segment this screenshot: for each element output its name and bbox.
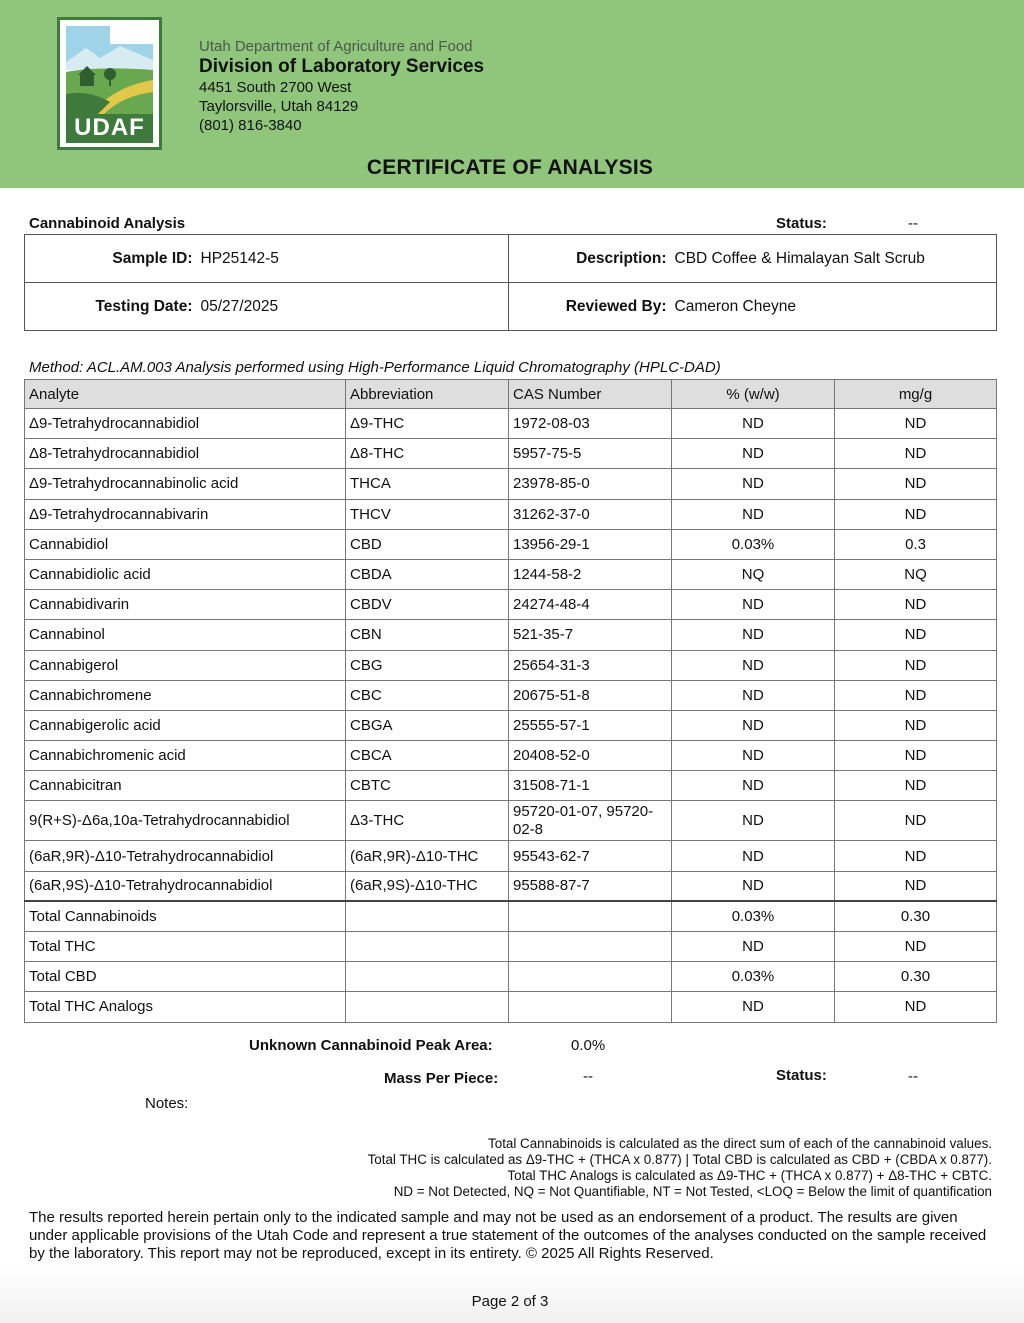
- cas-number-cell: 24274-48-4: [509, 590, 672, 620]
- abbreviation-cell: (6aR,9S)-Δ10-THC: [346, 871, 509, 901]
- testing-date-label: Testing Date:: [25, 283, 197, 331]
- cas-number-cell: 521-35-7: [509, 620, 672, 650]
- section-label: Cannabinoid Analysis: [29, 215, 186, 232]
- percent-cell: ND: [672, 992, 835, 1022]
- percent-cell: ND: [672, 620, 835, 650]
- cas-number-cell: 13956-29-1: [509, 529, 672, 559]
- cas-number-cell: [509, 901, 672, 931]
- cas-number-cell: 1972-08-03: [509, 409, 672, 439]
- abbreviation-cell: Δ9-THC: [346, 409, 509, 439]
- table-row: [25, 771, 997, 801]
- cas-number-cell: 95588-87-7: [509, 871, 672, 901]
- status-label-bottom: Status:: [776, 1067, 827, 1084]
- percent-cell: ND: [672, 841, 835, 871]
- mg-per-g-cell: ND: [835, 841, 997, 871]
- mass-per-piece-value: --: [583, 1068, 593, 1085]
- mg-per-g-cell: ND: [835, 871, 997, 901]
- analyte-cell: (6aR,9S)-Δ10-Tetrahydrocannabidiol: [25, 871, 346, 901]
- lab-address-block: [199, 37, 484, 135]
- cas-number-cell: 5957-75-5: [509, 439, 672, 469]
- analyte-cell: Cannabidiolic acid: [25, 559, 346, 589]
- percent-cell: 0.03%: [672, 529, 835, 559]
- percent-cell: ND: [672, 932, 835, 962]
- percent-cell: ND: [672, 710, 835, 740]
- percent-cell: ND: [672, 469, 835, 499]
- table-row: [25, 962, 997, 992]
- abbreviation-cell: CBDV: [346, 590, 509, 620]
- mg-per-g-cell: ND: [835, 771, 997, 801]
- logo-text: UDAF: [74, 114, 145, 141]
- cas-number-cell: [509, 932, 672, 962]
- analyte-cell: Cannabigerol: [25, 650, 346, 680]
- mg-per-g-cell: ND: [835, 590, 997, 620]
- mg-per-g-cell: ND: [835, 992, 997, 1022]
- table-row: [25, 529, 997, 559]
- analyte-cell: Total CBD: [25, 962, 346, 992]
- table-row: [25, 901, 997, 931]
- analyte-cell: Cannabichromene: [25, 680, 346, 710]
- info-row: [25, 283, 997, 331]
- table-row: [25, 680, 997, 710]
- udaf-logo: [57, 17, 162, 150]
- cas-number-cell: 25555-57-1: [509, 710, 672, 740]
- disclaimer: The results reported herein pertain only to the indicated sample and may not be used as an endorsement of a product. The results are given under applicable provisions of the Utah Code and represent a true statement of the outcomes of the analyses conducted on the sample received by the laboratory. This report may not be reproduced, except in its entirety. © 2025 All Rights Reserved.: [29, 1209, 987, 1262]
- col-cas-number: CAS Number: [509, 380, 672, 409]
- method-note: Method: ACL.AM.003 Analysis performed using High-Performance Liquid Chromatography (HPLC-DAD): [29, 359, 721, 376]
- table-row: [25, 499, 997, 529]
- percent-cell: ND: [672, 680, 835, 710]
- notes-label: Notes:: [145, 1095, 189, 1112]
- division-name: Division of Laboratory Services: [199, 56, 485, 77]
- abbreviation-cell: Δ8-THC: [346, 439, 509, 469]
- phone-number: (801) 816-3840: [199, 117, 302, 134]
- mg-per-g-cell: ND: [835, 469, 997, 499]
- table-row: [25, 409, 997, 439]
- page-number: Page 2 of 3: [471, 1293, 549, 1310]
- mg-per-g-cell: 0.30: [835, 962, 997, 992]
- abbreviation-cell: CBN: [346, 620, 509, 650]
- analyte-cell: Total THC Analogs: [25, 992, 346, 1022]
- sample-id-value: HP25142-5: [197, 235, 509, 283]
- table-row: [25, 871, 997, 901]
- mg-per-g-cell: ND: [835, 620, 997, 650]
- analyte-cell: 9(R+S)-Δ6a,10a-Tetrahydrocannabidiol: [25, 801, 346, 841]
- cas-number-cell: 23978-85-0: [509, 469, 672, 499]
- results-body: [25, 409, 997, 1023]
- analyte-cell: Cannabidivarin: [25, 590, 346, 620]
- table-row: [25, 932, 997, 962]
- abbreviation-cell: THCA: [346, 469, 509, 499]
- cas-number-cell: 31262-37-0: [509, 499, 672, 529]
- mg-per-g-cell: ND: [835, 932, 997, 962]
- unknown-peak-value: 0.0%: [571, 1037, 606, 1054]
- mg-per-g-cell: ND: [835, 801, 997, 841]
- status-label: Status:: [776, 215, 827, 232]
- mg-per-g-cell: ND: [835, 499, 997, 529]
- cas-number-cell: 95543-62-7: [509, 841, 672, 871]
- reviewed-by-value: Cameron Cheyne: [671, 283, 997, 331]
- sample-id-label: Sample ID:: [25, 235, 197, 283]
- percent-cell: ND: [672, 499, 835, 529]
- mg-per-g-cell: ND: [835, 409, 997, 439]
- results-header-row: [25, 380, 997, 409]
- abbreviation-cell: Δ3-THC: [346, 801, 509, 841]
- table-row: [25, 439, 997, 469]
- percent-cell: ND: [672, 439, 835, 469]
- percent-cell: NQ: [672, 559, 835, 589]
- percent-cell: ND: [672, 771, 835, 801]
- table-row: [25, 650, 997, 680]
- status-value: --: [908, 215, 918, 232]
- percent-cell: ND: [672, 801, 835, 841]
- description-label: Description:: [509, 235, 671, 283]
- calculation-notes: [368, 1136, 992, 1200]
- analyte-cell: (6aR,9R)-Δ10-Tetrahydrocannabidiol: [25, 841, 346, 871]
- abbreviation-cell: CBD: [346, 529, 509, 559]
- analyte-cell: Total Cannabinoids: [25, 901, 346, 931]
- table-row: [25, 469, 997, 499]
- calc-note: Total THC is calculated as Δ9-THC + (THCA x 0.877) | Total CBD is calculated as CBD + (CBDA x 0.877).: [367, 1152, 992, 1167]
- analyte-cell: Δ8-Tetrahydrocannabidiol: [25, 439, 346, 469]
- calc-note: Total Cannabinoids is calculated as the direct sum of each of the cannabinoid values.: [488, 1136, 992, 1151]
- cas-number-cell: 31508-71-1: [509, 771, 672, 801]
- percent-cell: ND: [672, 650, 835, 680]
- abbreviation-cell: THCV: [346, 499, 509, 529]
- testing-date-value: 05/27/2025: [197, 283, 509, 331]
- mg-per-g-cell: 0.30: [835, 901, 997, 931]
- table-row: [25, 559, 997, 589]
- percent-cell: ND: [672, 871, 835, 901]
- abbreviation-cell: [346, 992, 509, 1022]
- abbreviation-cell: CBGA: [346, 710, 509, 740]
- col-mg-per-g: mg/g: [835, 380, 997, 409]
- cas-number-cell: 25654-31-3: [509, 650, 672, 680]
- description-value: CBD Coffee & Himalayan Salt Scrub: [671, 235, 997, 283]
- analyte-cell: Δ9-Tetrahydrocannabidiol: [25, 409, 346, 439]
- analyte-cell: Cannabinol: [25, 620, 346, 650]
- cas-number-cell: [509, 992, 672, 1022]
- analyte-cell: Δ9-Tetrahydrocannabinolic acid: [25, 469, 346, 499]
- analyte-cell: Cannabidiol: [25, 529, 346, 559]
- percent-cell: ND: [672, 741, 835, 771]
- abbreviation-cell: [346, 901, 509, 931]
- col-analyte: Analyte: [25, 380, 346, 409]
- address-line-1: 4451 South 2700 West: [199, 79, 352, 96]
- abbreviation-cell: CBC: [346, 680, 509, 710]
- status-value-bottom: --: [908, 1068, 918, 1085]
- table-row: [25, 741, 997, 771]
- analyte-cell: Cannabicitran: [25, 771, 346, 801]
- calc-note: ND = Not Detected, NQ = Not Quantifiable, NT = Not Tested, <LOQ = Below the limit of quantification: [393, 1184, 992, 1199]
- cas-number-cell: [509, 962, 672, 992]
- mg-per-g-cell: ND: [835, 439, 997, 469]
- mg-per-g-cell: ND: [835, 741, 997, 771]
- sample-info-table: [24, 234, 997, 331]
- abbreviation-cell: CBDA: [346, 559, 509, 589]
- percent-cell: ND: [672, 409, 835, 439]
- table-row: [25, 841, 997, 871]
- abbreviation-cell: [346, 962, 509, 992]
- mg-per-g-cell: ND: [835, 650, 997, 680]
- mg-per-g-cell: ND: [835, 680, 997, 710]
- abbreviation-cell: CBTC: [346, 771, 509, 801]
- cas-number-cell: 1244-58-2: [509, 559, 672, 589]
- table-row: [25, 992, 997, 1022]
- percent-cell: 0.03%: [672, 962, 835, 992]
- results-table: [24, 379, 997, 1023]
- unknown-peak-label: Unknown Cannabinoid Peak Area:: [249, 1037, 493, 1054]
- table-row: [25, 590, 997, 620]
- cas-number-cell: 20675-51-8: [509, 680, 672, 710]
- table-row: [25, 801, 997, 841]
- abbreviation-cell: (6aR,9R)-Δ10-THC: [346, 841, 509, 871]
- col-percent: % (w/w): [672, 380, 835, 409]
- percent-cell: ND: [672, 590, 835, 620]
- mass-per-piece-label: Mass Per Piece:: [384, 1070, 499, 1087]
- abbreviation-cell: [346, 932, 509, 962]
- cas-number-cell: 95720-01-07, 95720-02-8: [509, 801, 672, 841]
- analyte-cell: Δ9-Tetrahydrocannabivarin: [25, 499, 346, 529]
- table-row: [25, 620, 997, 650]
- abbreviation-cell: CBG: [346, 650, 509, 680]
- mg-per-g-cell: ND: [835, 710, 997, 740]
- percent-cell: 0.03%: [672, 901, 835, 931]
- col-abbreviation: Abbreviation: [346, 380, 509, 409]
- agency-name: Utah Department of Agriculture and Food: [199, 38, 473, 55]
- abbreviation-cell: CBCA: [346, 741, 509, 771]
- address-line-2: Taylorsville, Utah 84129: [199, 98, 359, 115]
- header-band: [0, 0, 1024, 188]
- analyte-cell: Cannabichromenic acid: [25, 741, 346, 771]
- document-title: CERTIFICATE OF ANALYSIS: [366, 156, 654, 179]
- calc-note: Total THC Analogs is calculated as Δ9-THC + (THCA x 0.877) + Δ8-THC + CBTC.: [507, 1168, 992, 1183]
- analyte-cell: Cannabigerolic acid: [25, 710, 346, 740]
- reviewed-by-label: Reviewed By:: [509, 283, 671, 331]
- mg-per-g-cell: NQ: [835, 559, 997, 589]
- mg-per-g-cell: 0.3: [835, 529, 997, 559]
- info-row: [25, 235, 997, 283]
- table-row: [25, 710, 997, 740]
- cas-number-cell: 20408-52-0: [509, 741, 672, 771]
- analyte-cell: Total THC: [25, 932, 346, 962]
